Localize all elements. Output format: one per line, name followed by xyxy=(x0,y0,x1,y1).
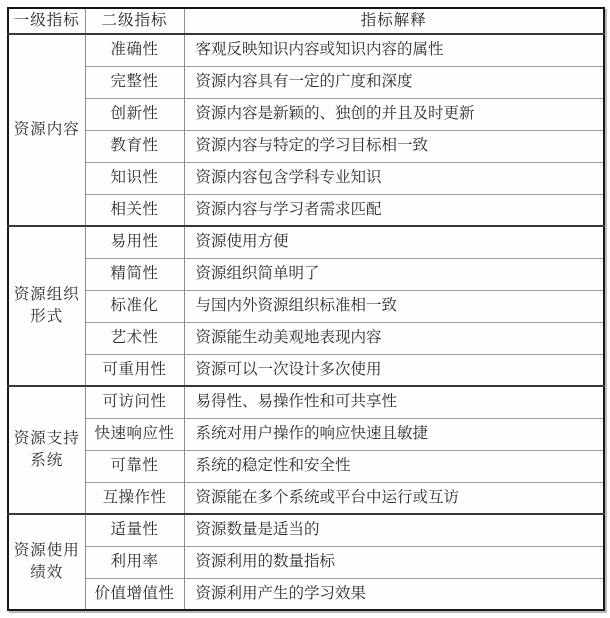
explanation-cell: 资源内容与学习者需求匹配 xyxy=(184,194,604,226)
indicator-cell: 可访问性 xyxy=(85,386,184,418)
explanation-cell: 资源内容是新颖的、独创的并且及时更新 xyxy=(184,98,604,130)
category-cell xyxy=(8,226,85,386)
table-row xyxy=(8,66,604,98)
table-row xyxy=(8,130,604,162)
explanation-cell: 资源内容与特定的学习目标相一致 xyxy=(184,130,604,162)
indicator-cell: 完整性 xyxy=(85,66,184,98)
indicator-cell: 互操作性 xyxy=(85,482,184,514)
indicator-cell: 价值增值性 xyxy=(85,578,184,610)
indicator-cell: 适量性 xyxy=(85,514,184,546)
table-row xyxy=(8,354,604,386)
explanation-cell: 资源可以一次设计多次使用 xyxy=(184,354,604,386)
header-cell-explanation: 指标解释 xyxy=(184,8,604,34)
explanation-cell: 资源能在多个系统或平台中运行或互访 xyxy=(184,482,604,514)
table-row xyxy=(8,482,604,514)
explanation-cell: 资源内容具有一定的广度和深度 xyxy=(184,66,604,98)
indicator-cell: 利用率 xyxy=(85,546,184,578)
indicator-cell: 易用性 xyxy=(85,226,184,258)
indicator-cell: 快速响应性 xyxy=(85,418,184,450)
header-cell-level2: 二级指标 xyxy=(85,8,184,34)
indicator-cell: 相关性 xyxy=(85,194,184,226)
header-cell-level1: 一级指标 xyxy=(8,8,85,34)
category-label: 资源支持系统 xyxy=(13,430,80,469)
indicator-cell: 准确性 xyxy=(85,34,184,66)
indicator-cell: 标准化 xyxy=(85,290,184,322)
explanation-cell: 资源利用产生的学习效果 xyxy=(184,578,604,610)
category-cell xyxy=(8,34,85,226)
explanation-cell: 系统的稳定性和安全性 xyxy=(184,450,604,482)
indicator-cell: 可重用性 xyxy=(85,354,184,386)
explanation-cell: 资源利用的数量指标 xyxy=(184,546,604,578)
table-row xyxy=(8,514,604,546)
table-row xyxy=(8,98,604,130)
explanation-cell: 资源能生动美观地表现内容 xyxy=(184,322,604,354)
indicator-cell: 艺术性 xyxy=(85,322,184,354)
indicator-cell: 知识性 xyxy=(85,162,184,194)
table-row xyxy=(8,450,604,482)
indicators-table xyxy=(7,7,605,611)
table-row xyxy=(8,162,604,194)
category-label: 资源内容 xyxy=(13,121,80,138)
table-row xyxy=(8,546,604,578)
table-row xyxy=(8,226,604,258)
table-row xyxy=(8,578,604,610)
explanation-cell: 与国内外资源组织标准相一致 xyxy=(184,290,604,322)
explanation-cell: 资源内容包含学科专业知识 xyxy=(184,162,604,194)
category-cell xyxy=(8,386,85,514)
header-row xyxy=(8,8,604,34)
explanation-cell: 资源组织简单明了 xyxy=(184,258,604,290)
category-label: 资源组织形式 xyxy=(13,286,80,325)
explanation-cell: 资源数量是适当的 xyxy=(184,514,604,546)
indicator-cell: 可靠性 xyxy=(85,450,184,482)
explanation-cell: 系统对用户操作的响应快速且敏捷 xyxy=(184,418,604,450)
table-row xyxy=(8,258,604,290)
explanation-cell: 易得性、易操作性和可共享性 xyxy=(184,386,604,418)
explanation-cell: 资源使用方便 xyxy=(184,226,604,258)
category-label: 资源使用绩效 xyxy=(13,542,80,581)
indicator-cell: 精简性 xyxy=(85,258,184,290)
category-cell xyxy=(8,514,85,610)
indicator-cell: 创新性 xyxy=(85,98,184,130)
table-row xyxy=(8,322,604,354)
explanation-cell: 客观反映知识内容或知识内容的属性 xyxy=(195,41,444,59)
table-row xyxy=(8,386,604,418)
table-row xyxy=(8,418,604,450)
table-row xyxy=(8,34,604,66)
table-row xyxy=(8,290,604,322)
indicator-cell: 教育性 xyxy=(85,130,184,162)
table-row xyxy=(8,194,604,226)
